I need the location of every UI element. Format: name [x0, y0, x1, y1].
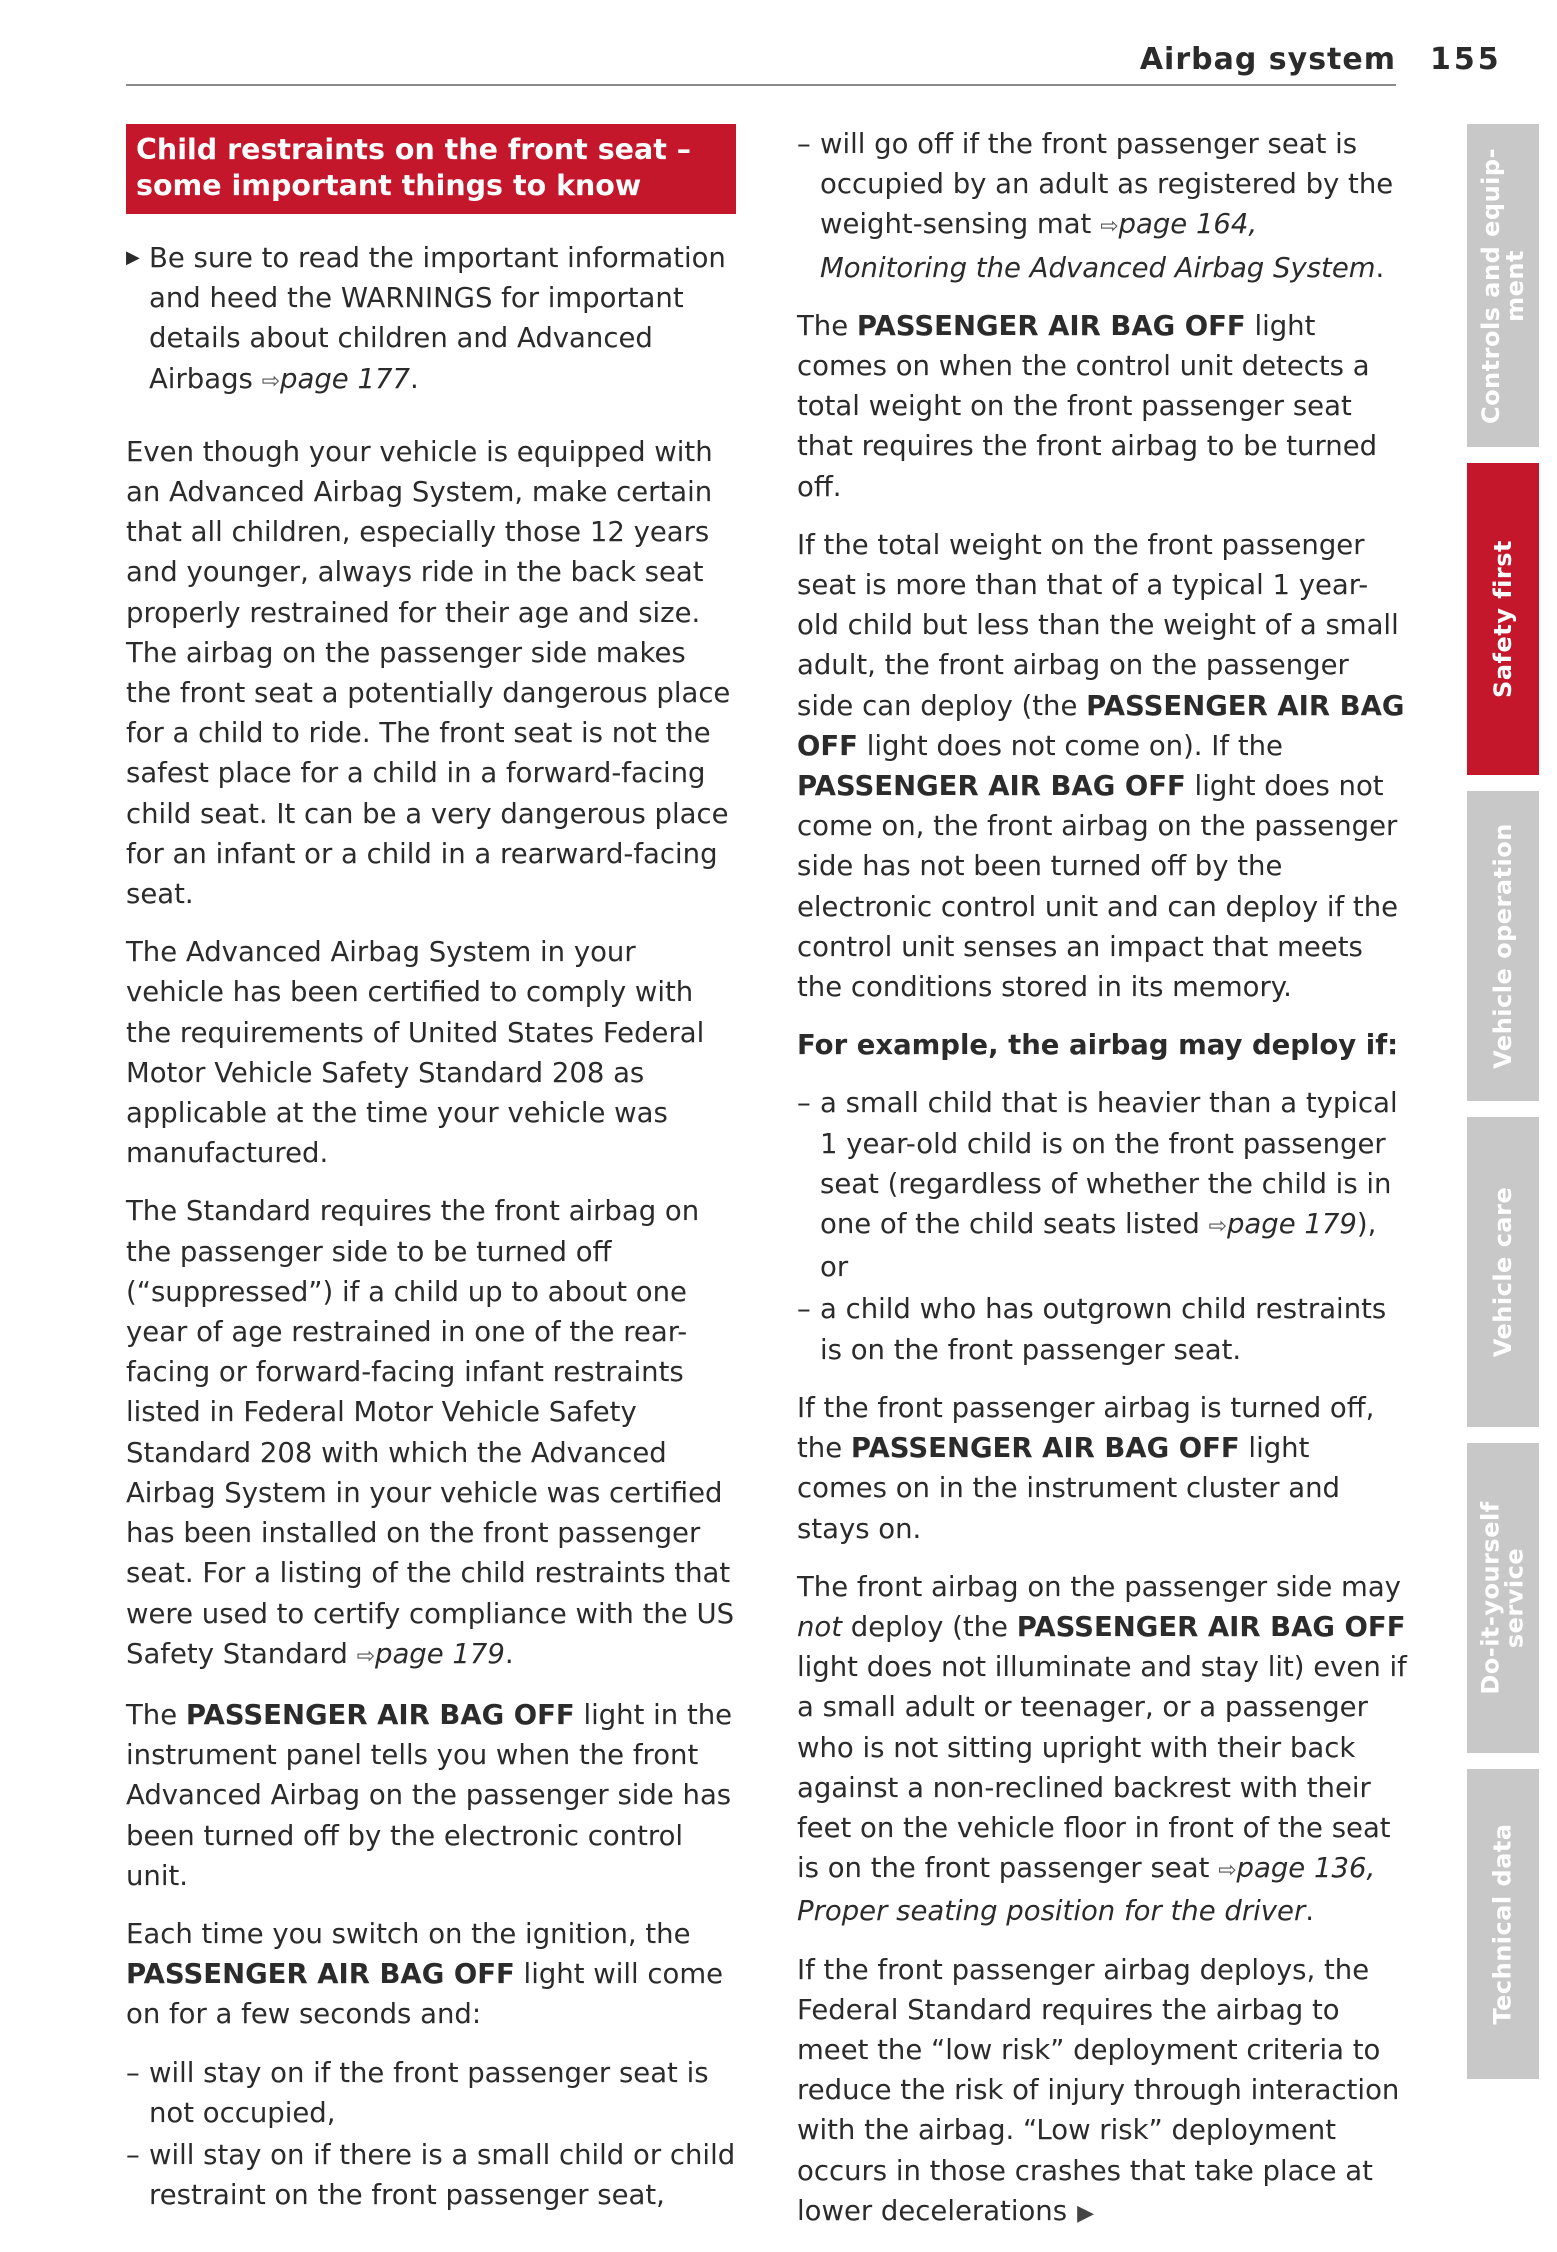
page-reference-link[interactable]: page 177: [280, 362, 410, 395]
indicator-name: PASSENGER AIR BAG OFF: [797, 689, 1405, 762]
arrow-icon: ⇨: [1218, 1858, 1237, 1884]
dash-list-item: – will go off if the front passenger seat is occupied by an adult as registered by the weight-sensing mat ⇨page 164, Monitoring the Advanced Airbag System.: [797, 128, 1394, 284]
page-header: [126, 38, 1396, 86]
tab-vehicle-operation[interactable]: [1467, 791, 1539, 1101]
bullet-text: Be sure to read the important information and heed the WARNINGS for important details about children and Advanced Airbags: [149, 242, 726, 395]
paragraph: If the front passenger airbag deploys, the Federal Standard requires the airbag to meet the “low risk” deployment criteria to reduce the risk of injury through interaction with the airbag. “Low risk” deployment occurs in those crashes that take place at lower decelerations ▶: [797, 1953, 1400, 2227]
paragraph: The Advanced Airbag System in your vehicle has been certified to comply with the requirements of United States Federal Motor Vehicle Safety Standard 208 as applicable at the time your vehicle was manufactured.: [126, 936, 705, 1170]
arrow-icon: ⇨: [1100, 214, 1119, 240]
right-column: [797, 124, 1407, 2252]
tab-do-it-yourself-service[interactable]: [1467, 1443, 1539, 1753]
paragraph: Even though your vehicle is equipped with an Advanced Airbag System, make certain that all children, especially those 12 years and younger, always ride in the back seat properly restrained for their age and size. The airbag on the passenger side makes the front seat a potentially dangerous place for a child to ride. The front seat is not the safest place for a child in a forward-facing child seat. It can be a very dangerous place for an infant or a child in a rearward-facing seat.: [126, 435, 731, 911]
paragraph: The PASSENGER AIR BAG OFF light comes on when the control unit detects a total weight on the front passenger seat that requires the front airbag to be turned off.: [797, 309, 1378, 503]
tab-label: Technical data: [1489, 1823, 1518, 2025]
paragraph: If the front passenger airbag is turned off, the PASSENGER AIR BAG OFF light comes on in the instrument cluster and stays on.: [797, 1391, 1375, 1545]
left-column: [126, 124, 736, 2233]
tab-technical-data[interactable]: [1467, 1769, 1539, 2079]
tab-label: Controls and equip- ment: [1477, 147, 1530, 424]
warning-box-title: Child restraints on the front seat – some important things to know: [126, 124, 736, 214]
arrow-icon: ⇨: [261, 368, 281, 394]
indicator-name: PASSENGER AIR BAG OFF: [1016, 1610, 1406, 1643]
page-reference-link[interactable]: page 179: [375, 1637, 505, 1670]
paragraph: The Standard requires the front airbag on the passenger side to be turned off (“suppressed”) if a child up to about one year of age restrained in one of the rear-facing or forward-facing infant restraints listed in Federal Motor Vehicle Safety Standard 208 with which the Advanced Airbag System in your vehicle was certified has been installed on the front passenger seat. For a listing of the child restraints that were used to certify compliance with the US Safety Standard ⇨page 179.: [126, 1195, 735, 1670]
page-number: 155: [1430, 42, 1502, 77]
arrow-icon: ⇨: [1208, 1214, 1227, 1240]
page-reference-link[interactable]: page 164, Monitoring the Advanced Airbag System: [820, 208, 1376, 284]
tab-controls-and-equipment[interactable]: [1467, 124, 1539, 447]
dash-list-item: – will stay on if the front passenger seat is not occupied,: [126, 2056, 709, 2129]
section-title: Airbag system: [1139, 42, 1396, 77]
triangle-bullet-icon: ▶: [126, 247, 140, 268]
dash-list-item: – a small child that is heavier than a typical 1 year-old child is on the front passenger seat (regardless of whether the child is in one of the child seats listed ⇨page 179), or: [797, 1087, 1398, 1284]
dash-list-item: – a child who has outgrown child restraints is on the front passenger seat.: [797, 1293, 1387, 1366]
subheading: For example, the airbag may deploy if:: [797, 1029, 1399, 1062]
continue-arrow-icon: ▶: [1077, 2200, 1094, 2226]
page-reference-link[interactable]: page 136, Proper seating position for the driver: [797, 1852, 1376, 1928]
tab-label: Vehicle operation: [1489, 823, 1517, 1069]
indicator-name: PASSENGER AIR BAG OFF: [185, 1698, 575, 1731]
indicator-name: PASSENGER AIR BAG OFF: [797, 770, 1186, 803]
indicator-name: PASSENGER AIR BAG OFF: [856, 309, 1246, 342]
paragraph: The PASSENGER AIR BAG OFF light in the instrument panel tells you when the front Advanced Airbag on the passenger side has been turned off by the electronic control unit.: [126, 1698, 733, 1892]
page-reference-link[interactable]: page 179: [1226, 1208, 1357, 1241]
tab-label: Do-it-yourself service: [1477, 1501, 1530, 1695]
paragraph: Each time you switch on the ignition, the PASSENGER AIR BAG OFF light will come on for a few seconds and:: [126, 1917, 724, 2031]
indicator-name: PASSENGER AIR BAG OFF: [850, 1432, 1240, 1465]
dash-list-item: – will stay on if there is a small child or child restraint on the front passenger seat,: [126, 2138, 736, 2212]
tab-label: Vehicle care: [1489, 1186, 1518, 1358]
paragraph: The front airbag on the passenger side may not deploy (the PASSENGER AIR BAG OFF light does not illuminate and stay lit) even if a small adult or teenager, or a passenger who is not sitting upright with their back against a non-reclined backrest with their feet on the vehicle floor in front of the seat is on the front passenger seat ⇨page 136, Proper seating position for the driver.: [797, 1570, 1407, 1928]
paragraph: If the total weight on the front passenger seat is more than that of a typical 1 year-old child but less than the weight of a small adult, the front airbag on the passenger side can deploy (the PASSENGER AIR BAG OFF light does not come on). If the PASSENGER AIR BAG OFF light does not come on, the front airbag on the passenger side has not been turned off by the electronic control unit and can deploy if the control unit senses an impact that meets the conditions stored in its memory.: [797, 528, 1405, 1004]
tab-safety-first[interactable]: [1467, 463, 1539, 775]
bullet-item: ▶ Be sure to read the important information and heed the WARNINGS for important details about children and Advanced Airbags ⇨page 177.: [126, 238, 736, 402]
indicator-name: PASSENGER AIR BAG OFF: [126, 1958, 515, 1991]
arrow-icon: ⇨: [356, 1643, 375, 1669]
tab-label: Safety first: [1489, 540, 1517, 698]
tab-vehicle-care[interactable]: [1467, 1117, 1539, 1427]
